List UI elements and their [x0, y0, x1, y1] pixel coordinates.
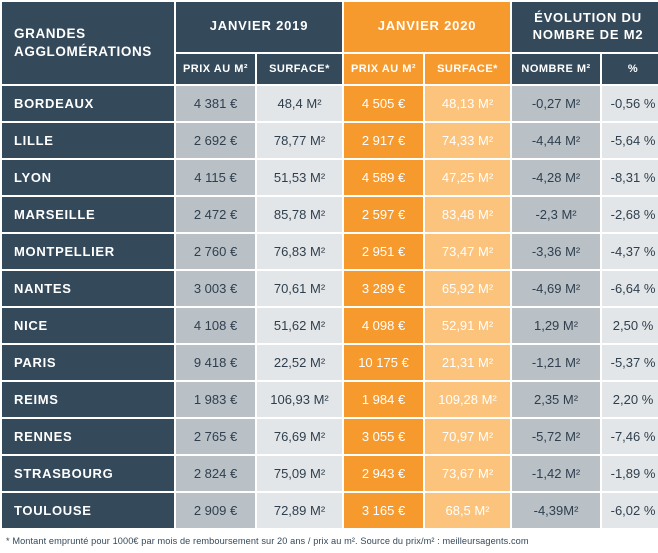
city-label: PARIS	[2, 345, 174, 380]
city-label: NICE	[2, 308, 174, 343]
city-label: LILLE	[2, 123, 174, 158]
table-row	[2, 308, 658, 343]
city-label: NANTES	[2, 271, 174, 306]
cell-surface-2020: 109,28 M²	[425, 382, 510, 417]
table-row	[2, 197, 658, 232]
table-row	[2, 86, 658, 121]
city-label: MONTPELLIER	[2, 234, 174, 269]
subheader-surface-2019: SURFACE*	[257, 54, 342, 84]
cell-prix-2019: 4 115 €	[176, 160, 255, 195]
cell-surface-2019: 22,52 M²	[257, 345, 342, 380]
cell-surface-2019: 75,09 M²	[257, 456, 342, 491]
cell-prix-2020: 3 289 €	[344, 271, 423, 306]
cell-surface-2019: 85,78 M²	[257, 197, 342, 232]
row-label-header: GRANDES AGGLOMÉRATIONS	[2, 2, 174, 84]
cell-evolution-m2: -5,72 M²	[512, 419, 600, 454]
cell-prix-2020: 2 597 €	[344, 197, 423, 232]
subheader-nombre-m2: NOMBRE M²	[512, 54, 600, 84]
cell-evolution-pct: -0,56 %	[602, 86, 658, 121]
city-label: LYON	[2, 160, 174, 195]
table-row	[2, 456, 658, 491]
table-row	[2, 345, 658, 380]
cell-prix-2019: 3 003 €	[176, 271, 255, 306]
cell-prix-2020: 10 175 €	[344, 345, 423, 380]
table-row	[2, 271, 658, 306]
cell-evolution-pct: 2,20 %	[602, 382, 658, 417]
cell-prix-2020: 4 589 €	[344, 160, 423, 195]
cell-evolution-m2: -1,42 M²	[512, 456, 600, 491]
table-row	[2, 234, 658, 269]
table-row	[2, 493, 658, 528]
cell-evolution-m2: -4,69 M²	[512, 271, 600, 306]
cell-prix-2019: 9 418 €	[176, 345, 255, 380]
city-label: TOULOUSE	[2, 493, 174, 528]
cell-evolution-pct: -7,46 %	[602, 419, 658, 454]
cell-prix-2019: 2 909 €	[176, 493, 255, 528]
subheader-prix-2020: PRIX AU M²	[344, 54, 423, 84]
table-row	[2, 160, 658, 195]
cell-surface-2020: 68,5 M²	[425, 493, 510, 528]
cell-prix-2020: 3 165 €	[344, 493, 423, 528]
footnote-text: * Montant emprunté pour 1000€ par mois de remboursement sur 20 ans / prix au m². Source du prix/m² : meilleursagents.com	[6, 535, 529, 546]
cell-evolution-m2: -4,44 M²	[512, 123, 600, 158]
cell-prix-2020: 4 505 €	[344, 86, 423, 121]
cell-surface-2019: 76,83 M²	[257, 234, 342, 269]
cell-evolution-pct: -6,64 %	[602, 271, 658, 306]
cell-prix-2020: 2 917 €	[344, 123, 423, 158]
group-header-janvier-2019: JANVIER 2019	[176, 2, 342, 52]
cell-evolution-m2: -0,27 M²	[512, 86, 600, 121]
cell-surface-2020: 73,67 M²	[425, 456, 510, 491]
cell-surface-2020: 70,97 M²	[425, 419, 510, 454]
cell-surface-2019: 78,77 M²	[257, 123, 342, 158]
cell-surface-2019: 72,89 M²	[257, 493, 342, 528]
cell-surface-2019: 70,61 M²	[257, 271, 342, 306]
cell-evolution-pct: -8,31 %	[602, 160, 658, 195]
cell-surface-2019: 51,53 M²	[257, 160, 342, 195]
cell-prix-2020: 3 055 €	[344, 419, 423, 454]
cell-evolution-pct: -5,64 %	[602, 123, 658, 158]
cell-surface-2019: 51,62 M²	[257, 308, 342, 343]
cell-evolution-pct: -6,02 %	[602, 493, 658, 528]
cell-evolution-m2: -4,28 M²	[512, 160, 600, 195]
cell-evolution-pct: -4,37 %	[602, 234, 658, 269]
cell-surface-2020: 21,31 M²	[425, 345, 510, 380]
cell-evolution-pct: -5,37 %	[602, 345, 658, 380]
table-row	[2, 382, 658, 417]
table-row	[2, 123, 658, 158]
subheader-prix-2019: PRIX AU M²	[176, 54, 255, 84]
cell-prix-2019: 4 381 €	[176, 86, 255, 121]
subheader-surface-2020: SURFACE*	[425, 54, 510, 84]
cell-prix-2019: 2 760 €	[176, 234, 255, 269]
city-label: REIMS	[2, 382, 174, 417]
cell-prix-2019: 2 765 €	[176, 419, 255, 454]
cell-surface-2019: 106,93 M²	[257, 382, 342, 417]
cell-prix-2019: 1 983 €	[176, 382, 255, 417]
cell-evolution-m2: 1,29 M²	[512, 308, 600, 343]
cell-prix-2020: 2 951 €	[344, 234, 423, 269]
cell-surface-2020: 47,25 M²	[425, 160, 510, 195]
cell-prix-2019: 4 108 €	[176, 308, 255, 343]
cell-surface-2020: 74,33 M²	[425, 123, 510, 158]
cell-evolution-pct: 2,50 %	[602, 308, 658, 343]
cell-evolution-pct: -2,68 %	[602, 197, 658, 232]
cell-evolution-m2: -3,36 M²	[512, 234, 600, 269]
cell-evolution-m2: -1,21 M²	[512, 345, 600, 380]
table-row	[2, 419, 658, 454]
subheader-pourcent: %	[602, 54, 658, 84]
footnote-row	[2, 530, 658, 546]
cell-surface-2020: 83,48 M²	[425, 197, 510, 232]
cell-surface-2020: 52,91 M²	[425, 308, 510, 343]
city-label: RENNES	[2, 419, 174, 454]
group-header-evolution: ÉVOLUTION DU NOMBRE DE M2	[512, 2, 658, 52]
cell-prix-2020: 1 984 €	[344, 382, 423, 417]
cell-prix-2020: 2 943 €	[344, 456, 423, 491]
cell-prix-2019: 2 472 €	[176, 197, 255, 232]
cell-surface-2020: 48,13 M²	[425, 86, 510, 121]
cell-surface-2019: 76,69 M²	[257, 419, 342, 454]
cell-evolution-m2: -4,39M²	[512, 493, 600, 528]
cell-prix-2019: 2 824 €	[176, 456, 255, 491]
cell-evolution-pct: -1,89 %	[602, 456, 658, 491]
cell-surface-2019: 48,4 M²	[257, 86, 342, 121]
cell-surface-2020: 73,47 M²	[425, 234, 510, 269]
cell-evolution-m2: 2,35 M²	[512, 382, 600, 417]
city-label: STRASBOURG	[2, 456, 174, 491]
group-header-janvier-2020: JANVIER 2020	[344, 2, 510, 52]
cell-prix-2019: 2 692 €	[176, 123, 255, 158]
cell-prix-2020: 4 098 €	[344, 308, 423, 343]
city-label: BORDEAUX	[2, 86, 174, 121]
header-group-row	[2, 2, 658, 52]
cell-surface-2020: 65,92 M²	[425, 271, 510, 306]
cell-evolution-m2: -2,3 M²	[512, 197, 600, 232]
city-label: MARSEILLE	[2, 197, 174, 232]
